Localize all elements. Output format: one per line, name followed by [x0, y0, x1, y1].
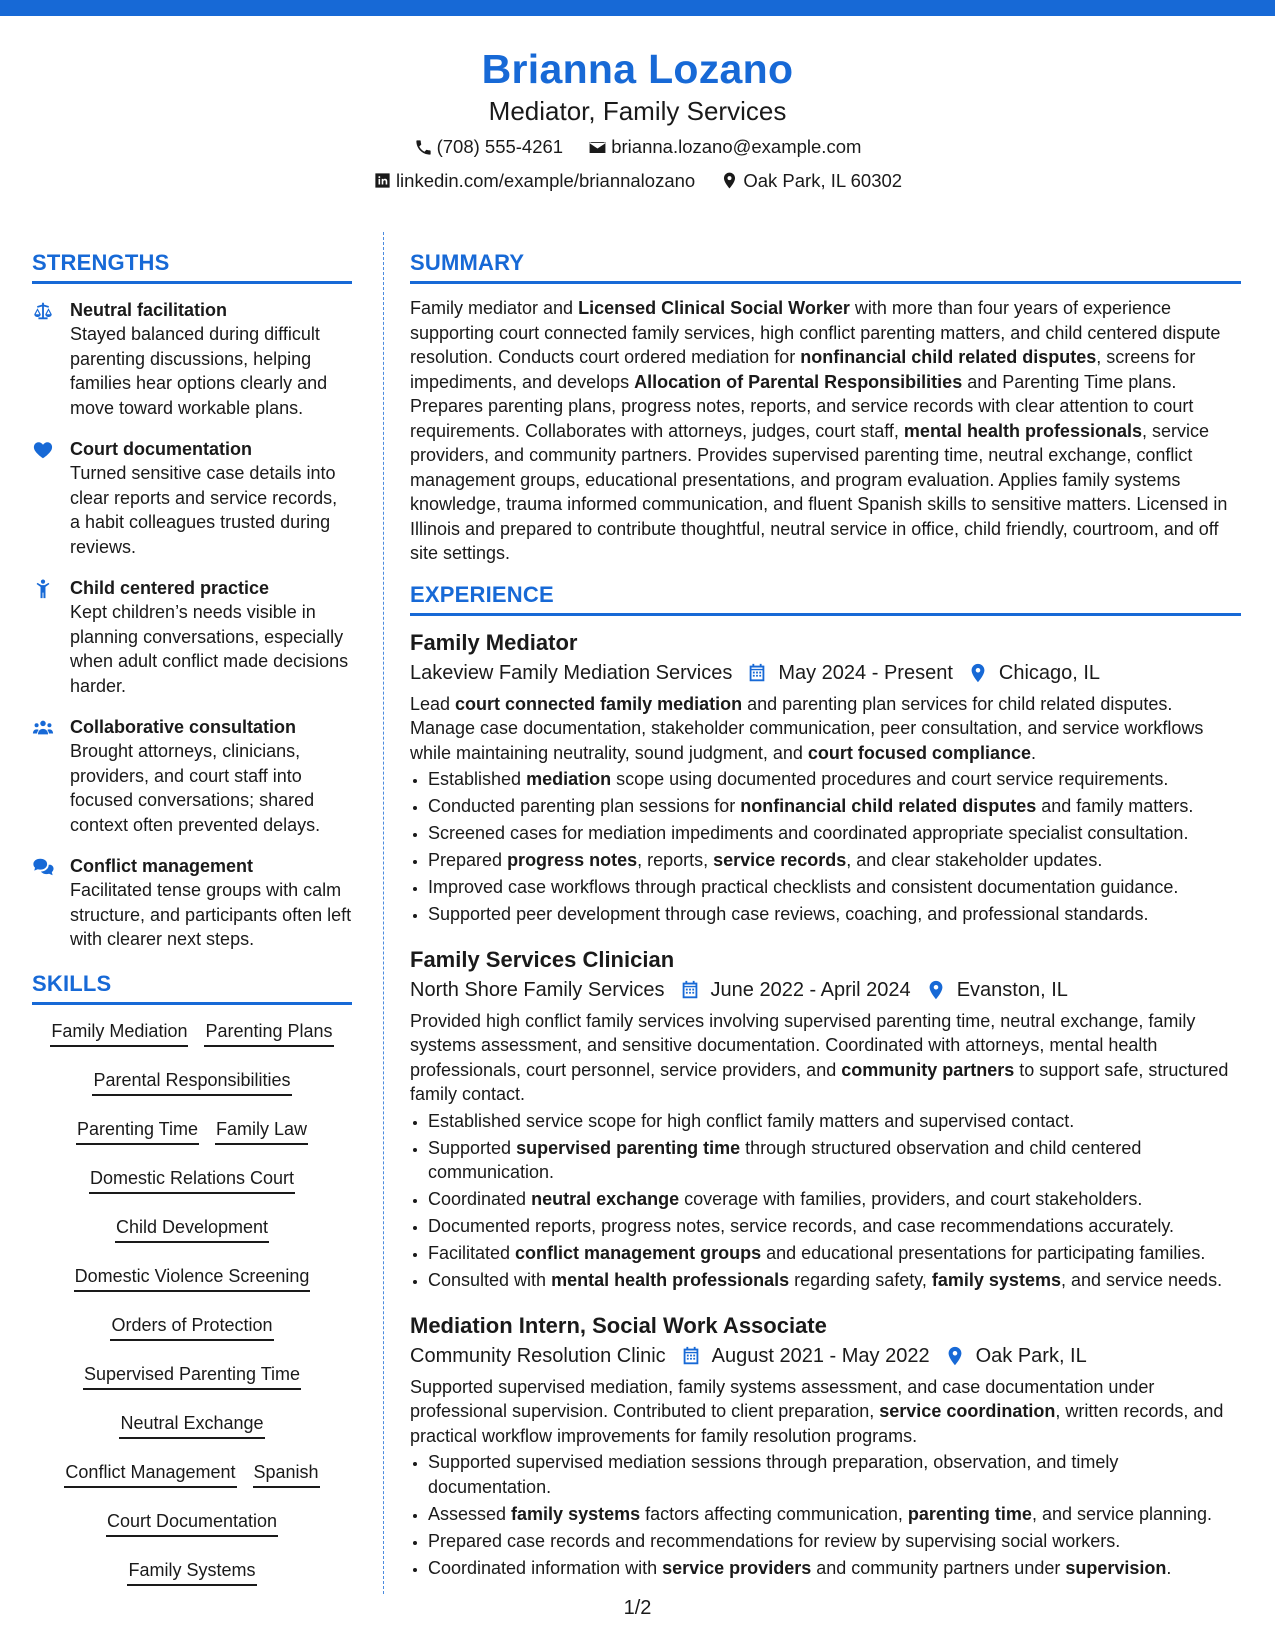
skill-row	[32, 1362, 352, 1390]
text-run: Screened cases for mediation impediments and coordinated appropriate specialist consultation.	[428, 823, 1189, 843]
job-bullet	[428, 1187, 1241, 1212]
strength-item	[32, 437, 352, 559]
bold-text: service providers	[662, 1557, 812, 1578]
map-pin-icon	[944, 1345, 966, 1367]
skill-tag: Orders of Protection	[110, 1313, 273, 1341]
text-run: to support safe, structured family contact.	[410, 1059, 1229, 1104]
calendar-icon	[679, 979, 701, 1001]
location-text: Oak Park, IL 60302	[743, 169, 903, 191]
strength-desc: Stayed balanced during difficult parenting discussions, helping families hear options clearly and move toward workable plans.	[70, 324, 328, 418]
calendar-icon	[746, 662, 768, 684]
skill-tag: Family Systems	[127, 1558, 256, 1586]
text-run: .	[1166, 1557, 1172, 1578]
skill-tag: Conflict Management	[64, 1460, 236, 1488]
calendar-icon	[680, 1345, 702, 1367]
skill-row	[32, 1411, 352, 1439]
job-bullet	[428, 767, 1241, 792]
strength-title: Conflict management	[70, 856, 254, 876]
text-run: , written records, and practical workflow improvements for family resolution programs.	[410, 1401, 1224, 1446]
strength-desc: Kept children’s needs visible in planning conversations, especially when adult conflict made decisions harder.	[70, 602, 349, 696]
bold-text: nonfinancial child related disputes	[800, 347, 1097, 367]
skill-row	[32, 1460, 352, 1488]
job-location: Evanston, IL	[956, 978, 1068, 1001]
strength-title: Court documentation	[70, 439, 252, 459]
strength-icon-wrap	[32, 715, 70, 837]
job-bullet	[428, 821, 1241, 846]
experience-heading: EXPERIENCE	[410, 580, 1241, 616]
strength-desc: Turned sensitive case details into clear reports and service records, a habit colleagues trusted during reviews.	[70, 463, 338, 557]
map-pin-icon	[720, 171, 739, 190]
bold-text: supervised parenting time	[516, 1137, 741, 1158]
strength-icon-wrap	[32, 437, 70, 559]
text-run: and family matters.	[1036, 796, 1194, 816]
skill-row	[32, 1166, 352, 1194]
text-run: through structured observation and child centered communication.	[428, 1137, 1142, 1182]
bold-text: supervision	[1065, 1557, 1167, 1578]
linkedin-text: linkedin.com/example/briannalozano	[395, 169, 696, 191]
job-description	[410, 692, 1241, 766]
bold-text: community partners	[841, 1059, 1015, 1080]
bold-text: mediation	[526, 769, 612, 789]
strength-title: Child centered practice	[70, 578, 270, 598]
skills-heading: SKILLS	[32, 969, 352, 1005]
bold-text: court focused compliance	[807, 742, 1031, 763]
bold-text: Licensed Clinical Social Worker	[578, 298, 850, 318]
child-icon	[32, 578, 54, 600]
contact-linkedin[interactable]	[373, 166, 695, 196]
job-entry	[410, 945, 1241, 1293]
job-meta	[410, 658, 1241, 688]
job-bullet	[428, 1241, 1241, 1266]
skill-row	[32, 1313, 352, 1341]
bold-text: service coordination	[879, 1401, 1056, 1421]
skill-row	[32, 1117, 352, 1145]
bold-text: mental health professionals	[551, 1270, 790, 1290]
strength-body	[70, 298, 352, 420]
experience-section	[410, 580, 1241, 1581]
job-bullets	[410, 1450, 1241, 1580]
bold-text: progress notes	[507, 850, 638, 870]
bold-text: parenting time	[907, 1503, 1032, 1524]
job-company: Lakeview Family Mediation Services	[410, 661, 733, 684]
candidate-name: Brianna Lozano	[481, 46, 794, 92]
job-bullets	[410, 767, 1241, 927]
job-bullet	[428, 1136, 1241, 1185]
text-run: Supported supervised mediation, family systems assessment, and case documentation under professional supervision. Contributed to client preparation,	[410, 1376, 1155, 1421]
text-run: Provided high conflict family services involving supervised parenting time, neutral exchange, family systems assessment, and sensitive documentation. Coordinated with attorneys, mental health professionals, court personnel, service providers, and	[410, 1010, 1196, 1080]
map-pin-icon	[967, 662, 989, 684]
text-run: Prepared	[428, 850, 508, 870]
skill-row	[32, 1509, 352, 1537]
text-run: , and clear stakeholder updates.	[846, 850, 1103, 870]
resume-header	[0, 44, 1275, 199]
strength-icon-wrap	[32, 854, 70, 952]
bold-text: mental health professionals	[903, 420, 1142, 441]
text-run: scope using documented procedures and court service requirements.	[611, 769, 1169, 789]
job-bullet	[428, 1556, 1241, 1581]
page-number: 1/2	[623, 1597, 652, 1619]
map-pin-icon	[925, 979, 947, 1001]
skill-row	[32, 1215, 352, 1243]
text-run: , screens for impediments, and develops	[410, 347, 1196, 392]
contact-row-2	[0, 166, 1275, 200]
top-accent-bar	[0, 0, 1275, 16]
text-run: regarding safety,	[789, 1270, 932, 1290]
skill-tag: Court Documentation	[106, 1509, 278, 1537]
strength-icon-wrap	[32, 576, 70, 698]
contact-phone[interactable]	[414, 132, 564, 162]
linkedin-icon	[373, 171, 392, 190]
bold-text: service records	[713, 850, 847, 870]
text-run: Improved case workflows through practical checklists and consistent documentation guidance.	[428, 877, 1179, 897]
phone-icon	[414, 138, 433, 157]
text-run: and parenting plan services for child related disputes. Manage case documentation, stakeholder communication, peer consultation, and service workflows while maintaining neutrality, sound judgment, and	[410, 693, 1204, 763]
summary-text	[410, 296, 1241, 566]
skill-row	[32, 1068, 352, 1096]
envelope-icon	[588, 138, 607, 157]
text-run: and Parenting Time plans. Prepares parenting plans, progress notes, reports, and service records with clear attention to court requirements. Collaborates with attorneys, judges, court staff,	[410, 371, 1194, 441]
skill-tag: Child Development	[115, 1215, 269, 1243]
job-entry	[410, 628, 1241, 927]
job-title: Mediation Intern, Social Work Associate	[410, 1312, 827, 1338]
job-bullet	[428, 1450, 1241, 1499]
skill-tag: Family Law	[215, 1117, 308, 1145]
job-description	[410, 1009, 1241, 1107]
skill-row	[32, 1264, 352, 1292]
right-column	[410, 248, 1241, 1583]
job-bullet	[428, 1502, 1241, 1527]
left-column	[32, 248, 352, 1607]
text-run: Established	[428, 769, 527, 789]
comments-icon	[32, 856, 54, 878]
job-entry	[410, 1311, 1241, 1581]
strengths-heading: STRENGTHS	[32, 248, 352, 284]
skill-tag: Domestic Violence Screening	[74, 1264, 311, 1292]
job-bullet	[428, 1268, 1241, 1293]
job-bullet	[428, 794, 1241, 819]
text-run: factors affecting communication,	[640, 1503, 908, 1524]
heart-icon	[32, 439, 54, 461]
job-meta	[410, 975, 1241, 1005]
bold-text: conflict management groups	[515, 1243, 762, 1263]
strength-desc: Facilitated tense groups with calm structure, and participants often left with clearer next steps.	[70, 880, 352, 949]
bold-text: family systems	[931, 1270, 1061, 1290]
skill-tag: Parental Responsibilities	[92, 1068, 291, 1096]
skill-tag: Parenting Plans	[204, 1019, 333, 1047]
phone-text: (708) 555-4261	[436, 136, 564, 157]
text-run: , service providers, and community partners. Provides supervised parenting time, neutral exchange, conflict management groups, educational presentations, and program evaluation. Applies family systems knowledge, trauma informed communication, and fluent Spanish skills to sensitive matters. Licensed in Illinois and prepared to contribute thoughtful, neutral service in office, child friendly, courtroom, and off site settings.	[410, 420, 1228, 563]
job-bullet	[428, 1214, 1241, 1239]
text-run: Prepared case records and recommendations for review by supervising social workers.	[428, 1530, 1121, 1551]
text-run: Consulted with	[428, 1270, 552, 1290]
job-location: Chicago, IL	[998, 661, 1101, 684]
skill-row	[32, 1558, 352, 1586]
scale-icon	[32, 300, 54, 322]
job-title: Family Services Clinician	[410, 946, 675, 972]
job-title: Family Mediator	[410, 629, 578, 655]
text-run: Supported	[428, 1137, 517, 1158]
contact-location	[720, 166, 902, 196]
job-company: North Shore Family Services	[410, 978, 665, 1001]
text-run: Assessed	[428, 1503, 512, 1524]
strength-icon-wrap	[32, 298, 70, 420]
text-run: .	[1030, 742, 1036, 763]
text-run: Conducted parenting plan sessions for	[428, 796, 741, 816]
job-bullet	[428, 1529, 1241, 1554]
job-bullet	[428, 1109, 1241, 1134]
job-meta	[410, 1341, 1241, 1371]
strength-item	[32, 715, 352, 837]
summary-heading: SUMMARY	[410, 248, 1241, 284]
strength-body	[70, 715, 352, 837]
text-run: Coordinated information with	[428, 1557, 663, 1578]
strength-body	[70, 437, 352, 559]
text-run: Facilitated	[428, 1243, 516, 1263]
strength-item	[32, 854, 352, 952]
text-run: Documented reports, progress notes, service records, and case recommendations accurately.	[428, 1216, 1175, 1236]
text-run: Supported peer development through case reviews, coaching, and professional standards.	[428, 904, 1149, 924]
text-run: , reports,	[637, 850, 714, 870]
text-run: coverage with families, providers, and court stakeholders.	[679, 1189, 1143, 1209]
skill-tag: Family Mediation	[50, 1019, 188, 1047]
skill-row	[32, 1019, 352, 1047]
strength-title: Neutral facilitation	[70, 300, 228, 320]
job-bullet	[428, 848, 1241, 873]
candidate-title: Mediator, Family Services	[488, 96, 787, 126]
job-dates: May 2024 - Present	[778, 661, 953, 684]
strength-body	[70, 854, 352, 952]
text-run: Coordinated	[428, 1189, 532, 1209]
job-description	[410, 1375, 1241, 1449]
column-divider	[383, 232, 384, 1594]
job-bullet	[428, 875, 1241, 900]
users-icon	[32, 717, 54, 739]
job-bullets	[410, 1109, 1241, 1293]
text-run: Family mediator and	[410, 298, 579, 318]
job-dates: August 2021 - May 2022	[711, 1344, 930, 1367]
job-bullet	[428, 902, 1241, 927]
text-run: , and service planning.	[1031, 1503, 1213, 1524]
strength-title: Collaborative consultation	[70, 717, 297, 737]
job-company: Community Resolution Clinic	[410, 1344, 666, 1367]
skill-tag: Parenting Time	[76, 1117, 199, 1145]
strength-item	[32, 298, 352, 420]
bold-text: nonfinancial child related disputes	[740, 796, 1037, 816]
bold-text: neutral exchange	[531, 1189, 680, 1209]
text-run: and community partners under	[811, 1557, 1066, 1578]
text-run: Established service scope for high conflict family matters and supervised contact.	[428, 1110, 1075, 1131]
text-run: with more than four years of experience supporting court connected family services, high conflict parenting matters, and child centered dispute resolution. Conducts court ordered mediation for	[410, 298, 1221, 367]
skills-list	[32, 1019, 352, 1586]
text-run: and educational presentations for participating families.	[761, 1243, 1206, 1263]
skill-tag: Spanish	[253, 1460, 320, 1488]
bold-text: Allocation of Parental Responsibilities	[634, 371, 963, 392]
job-dates: June 2022 - April 2024	[710, 978, 911, 1001]
strength-desc: Brought attorneys, clinicians, providers, and court staff into focused conversations; shared context often prevented delays.	[70, 741, 321, 835]
text-run: Supported supervised mediation sessions through preparation, observation, and timely documentation.	[428, 1452, 1119, 1497]
email-text: brianna.lozano@example.com	[611, 136, 862, 157]
contact-row-1	[0, 132, 1275, 166]
contact-email[interactable]	[588, 132, 861, 162]
skill-tag: Supervised Parenting Time	[83, 1362, 301, 1390]
bold-text: family systems	[511, 1503, 641, 1524]
text-run: Lead	[410, 693, 456, 714]
strength-item	[32, 576, 352, 698]
skill-tag: Neutral Exchange	[119, 1411, 264, 1439]
strengths-list	[32, 298, 352, 952]
text-run: , and service needs.	[1060, 1270, 1223, 1290]
jobs-list	[410, 628, 1241, 1581]
job-location: Oak Park, IL	[975, 1344, 1087, 1367]
bold-text: court connected family mediation	[455, 693, 743, 714]
skill-tag: Domestic Relations Court	[89, 1166, 295, 1194]
strength-body	[70, 576, 352, 698]
